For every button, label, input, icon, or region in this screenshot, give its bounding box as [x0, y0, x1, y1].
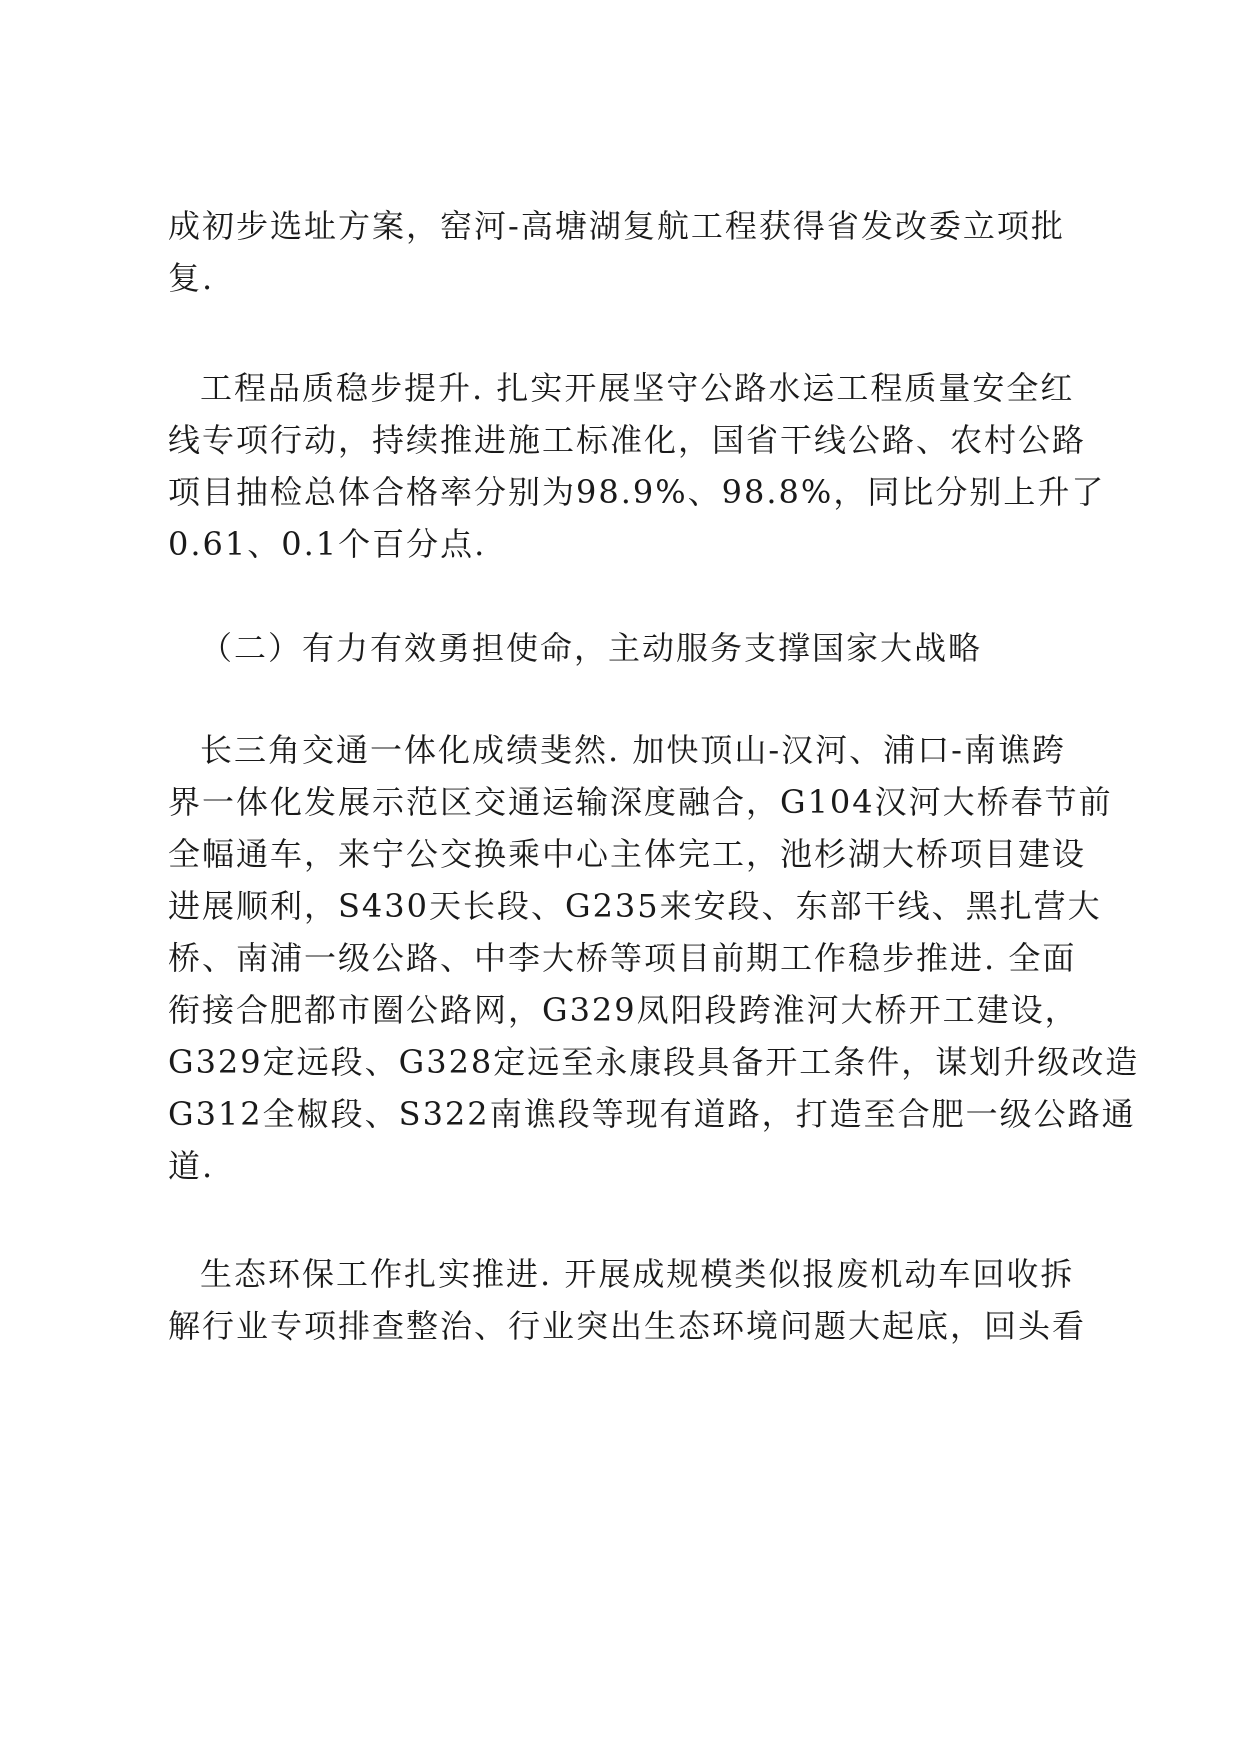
section-heading: （二）有力有效勇担使命，主动服务支撑国家大战略 [200, 629, 983, 667]
paragraph-3-line-8: G312全椒段、S322南谯段等现有道路，打造至合肥一级公路通 [168, 1095, 1136, 1133]
paragraph-3-line-4: 进展顺利，S430天长段、G235来安段、东部干线、黑扎营大 [168, 887, 1102, 925]
paragraph-3-line-7: G329定远段、G328定远至永康段具备开工条件，谋划升级改造 [168, 1043, 1140, 1081]
paragraph-3-line-3: 全幅通车，来宁公交换乘中心主体完工，池杉湖大桥项目建设 [168, 835, 1087, 873]
paragraph-2-line-3: 项目抽检总体合格率分别为98.9%、98.8%，同比分别上升了 [168, 473, 1106, 511]
paragraph-3-line-5: 桥、南浦一级公路、中李大桥等项目前期工作稳步推进. 全面 [168, 939, 1077, 977]
paragraph-4-line-1: 生态环保工作扎实推进. 开展成规模类似报废机动车回收拆 [200, 1255, 1075, 1293]
paragraph-3-line-9: 道. [168, 1147, 215, 1185]
paragraph-2-line-2: 线专项行动，持续推进施工标准化，国省干线公路、农村公路 [168, 421, 1087, 459]
paragraph-3-line-2: 界一体化发展示范区交通运输深度融合，G104汉河大桥春节前 [168, 783, 1113, 821]
paragraph-1-line-1: 成初步选址方案，窑河-高塘湖复航工程获得省发改委立项批 [168, 207, 1065, 245]
paragraph-2-line-1: 工程品质稳步提升. 扎实开展坚守公路水运工程质量安全红 [200, 369, 1075, 407]
paragraph-3-line-1: 长三角交通一体化成绩斐然. 加快顶山-汉河、浦口-南谯跨 [200, 731, 1066, 769]
paragraph-1-line-2: 复. [168, 259, 215, 297]
paragraph-3-line-6: 衔接合肥都市圈公路网，G329凤阳段跨淮河大桥开工建设， [168, 991, 1079, 1029]
paragraph-2-line-4: 0.61、0.1个百分点. [168, 525, 487, 563]
paragraph-4-line-2: 解行业专项排查整治、行业突出生态环境问题大起底，回头看 [168, 1307, 1087, 1345]
